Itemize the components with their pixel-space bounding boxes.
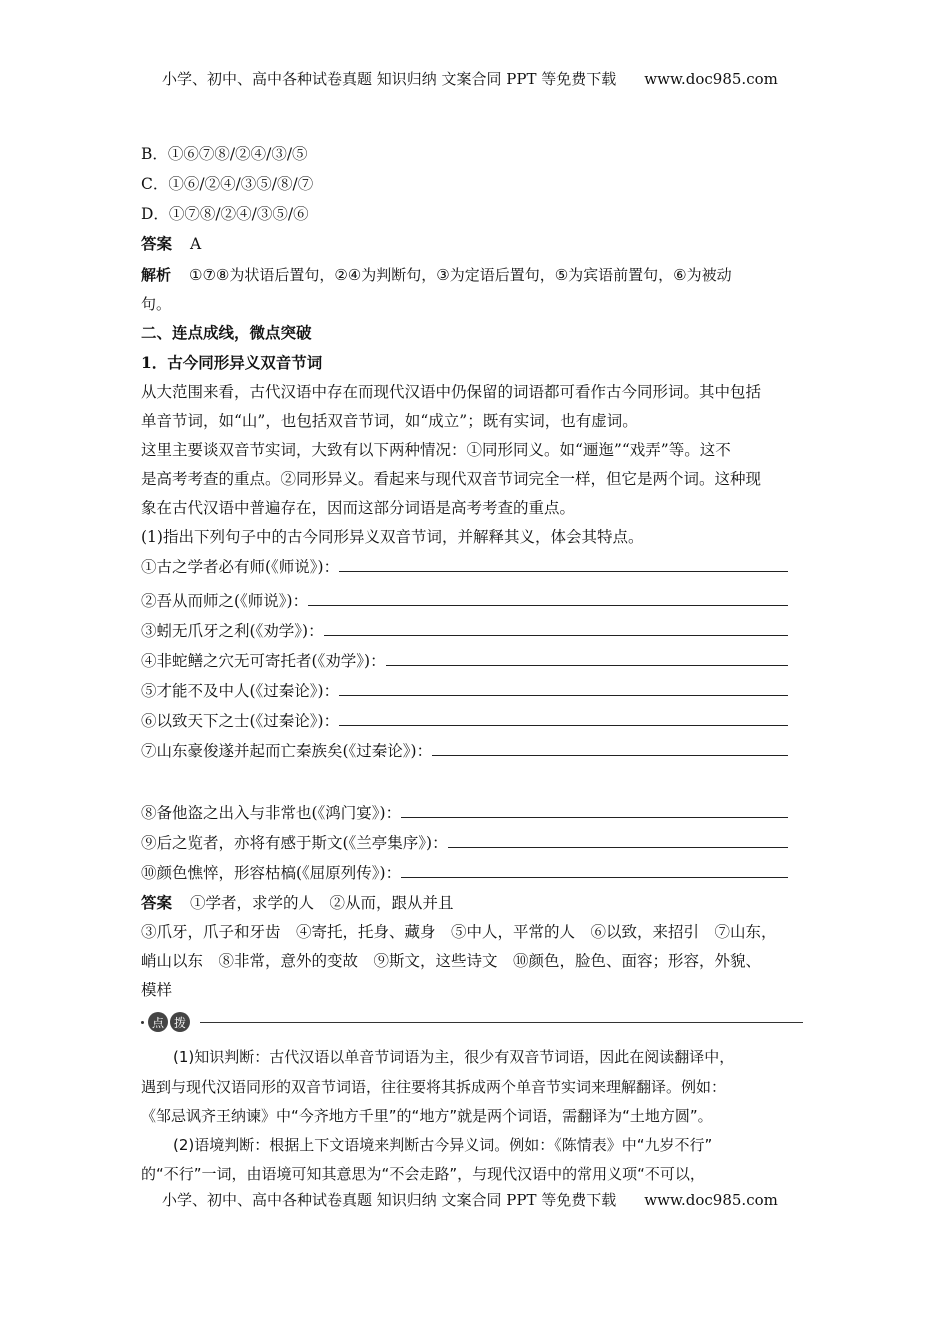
question-text: ④非蛇鳝之穴无可寄托者(《劝学》)： <box>141 652 386 670</box>
option-c: C．①⑥/②④/③⑤/⑧/⑦ <box>141 175 314 193</box>
answer-blank[interactable] <box>339 557 788 572</box>
answer-line <box>141 234 201 254</box>
paragraph-line: 是高考考查的重点。②同形异义。看起来与现代双音节词完全一样，但它是两个词。这种现 <box>141 470 762 488</box>
question-text: ⑨后之览者，亦将有感于斯文(《兰亭集序》)： <box>141 834 448 852</box>
tip-badge <box>141 1012 190 1032</box>
answer-blank[interactable] <box>401 803 788 818</box>
answer-blank[interactable] <box>324 621 788 636</box>
option-b: B．①⑥⑦⑧/②④/③/⑤ <box>141 145 308 163</box>
question-text: ⑦山东豪俊遂并起而亡秦族矣(《过秦论》)： <box>141 742 433 760</box>
question-text: ⑤才能不及中人(《过秦论》)： <box>141 682 340 700</box>
header-url: www.doc985.com <box>644 70 778 88</box>
analysis-label: 解析 <box>141 266 172 284</box>
subsection-heading: 1．古今同形异义双音节词 <box>141 353 323 372</box>
question-5 <box>141 681 788 701</box>
analysis-cont: 句。 <box>141 295 172 313</box>
tip-divider <box>200 1022 803 1023</box>
section-heading: 二、连点成线，微点突破 <box>141 323 312 342</box>
footer-text: 小学、初中、高中各种试卷真题 知识归纳 文案合同 PPT 等免费下载 <box>162 1191 617 1209</box>
question-text: ⑩颜色憔悴，形容枯槁(《屈原列传》)： <box>141 864 402 882</box>
question-3 <box>141 621 788 641</box>
question-4 <box>141 651 788 671</box>
paragraph-line: 这里主要谈双音节实词，大致有以下两种情况：①同形同义。如“逦迤”“戏弄”等。这不 <box>141 441 731 459</box>
answer-text: ①学者，求学的人 ②从而，跟从并且 <box>190 894 454 912</box>
question-9 <box>141 833 788 853</box>
answer-text: 模样 <box>141 981 173 999</box>
answer-blank[interactable] <box>308 591 788 606</box>
analysis-text: ①⑦⑧为状语后置句，②④为判断句，③为定语后置句，⑤为宾语前置句，⑥为被动 <box>189 266 732 284</box>
question-instruction: (1)指出下列句子中的古今同形异义双音节词，并解释其义，体会其特点。 <box>141 528 644 546</box>
question-7 <box>141 741 788 761</box>
question-text: ③蚓无爪牙之利(《劝学》)： <box>141 622 324 640</box>
tip-badge-char: 点 <box>148 1012 168 1032</box>
option-d: D．①⑦⑧/②④/③⑤/⑥ <box>141 205 309 223</box>
question-10 <box>141 863 788 883</box>
question-8 <box>141 803 788 823</box>
answer-blank[interactable] <box>401 863 788 878</box>
answer-label: 答案 <box>141 893 173 912</box>
tip-line: (1)知识判断：古代汉语以单音节词语为主，很少有双音节词语，因此在阅读翻译中， <box>173 1048 735 1066</box>
question-6 <box>141 711 788 731</box>
answer-blank[interactable] <box>339 711 788 726</box>
question-text: ⑧备他盗之出入与非常也(《鸿门宴》)： <box>141 804 402 822</box>
answer-text: ③爪牙，爪子和牙齿 ④寄托，托身、藏身 ⑤中人，平常的人 ⑥以致，来招引 ⑦山东， <box>141 923 777 941</box>
tip-badge-char: 拨 <box>170 1012 190 1032</box>
header-text: 小学、初中、高中各种试卷真题 知识归纳 文案合同 PPT 等免费下载 <box>162 70 617 88</box>
answer2-line <box>141 893 454 913</box>
tip-line: 《邹忌讽齐王纳谏》中“今齐地方千里”的“地方”就是两个词语，需翻译为“土地方圆”。 <box>141 1107 713 1125</box>
question-text: ①古之学者必有师(《师说》)： <box>141 558 340 576</box>
analysis-line <box>141 265 732 285</box>
answer-value: A <box>190 235 202 253</box>
footer-url: www.doc985.com <box>644 1191 778 1209</box>
question-2 <box>141 591 788 611</box>
bullet-dot <box>141 1021 144 1024</box>
paragraph-line: 单音节词，如“山”，也包括双音节词，如“成立”；既有实词，也有虚词。 <box>141 412 638 430</box>
answer-text: 峭山以东 ⑧非常，意外的变故 ⑨斯文，这些诗文 ⑩颜色，脸色、面容；形容，外貌、 <box>141 952 762 970</box>
tip-line: 遇到与现代汉语同形的双音节词语，往往要将其拆成两个单音节实词来理解翻译。例如： <box>141 1078 727 1096</box>
paragraph-line: 象在古代汉语中普遍存在，因而这部分词语是高考考查的重点。 <box>141 499 576 517</box>
answer-blank[interactable] <box>432 741 788 756</box>
answer-label: 答案 <box>141 234 173 253</box>
question-text: ②吾从而师之(《师说》)： <box>141 592 309 610</box>
answer-blank[interactable] <box>448 833 788 848</box>
paragraph-line: 从大范围来看，古代汉语中存在而现代汉语中仍保留的词语都可看作古今同形词。其中包括 <box>141 383 762 401</box>
page-header <box>162 69 778 89</box>
question-text: ⑥以致天下之士(《过秦论》)： <box>141 712 340 730</box>
answer-blank[interactable] <box>386 651 788 666</box>
answer-blank[interactable] <box>339 681 788 696</box>
tip-line: 的“不行”一词，由语境可知其意思为“不会走路”，与现代汉语中的常用义项“不可以， <box>141 1165 705 1183</box>
tip-line: (2)语境判断：根据上下文语境来判断古今异义词。例如：《陈情表》中“九岁不行” <box>173 1136 713 1154</box>
page-footer <box>162 1190 778 1210</box>
question-1 <box>141 557 788 577</box>
